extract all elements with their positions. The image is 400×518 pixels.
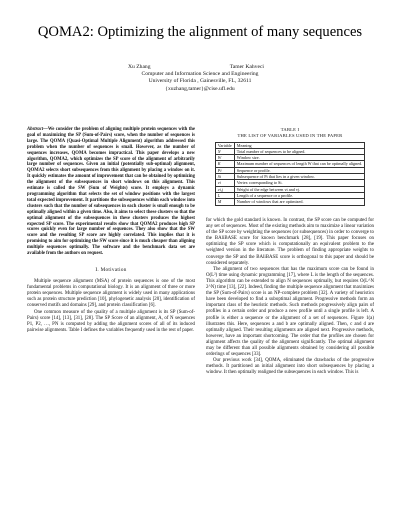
table-caption-number: TABLE I [280, 127, 300, 132]
body-paragraph: One common measure of the quality of a multiple alignment is its SP (Sum-of-Pairs) score [14], [13], [31], [28]. The SP Score of an alignment, A, of N sequences P1, P2, …, PN is computed by adding the alignment scores of all of its induced pairwise alignments. Table I defines the variables frequently used in the rest of paper. [27, 309, 195, 333]
table-cell-variable: W [215, 155, 234, 161]
body-paragraph: The alignment of two sequences that has the maximum score can be found in O(L²) time using dynamic programming [17], where L is the length of the sequences. This algorithm can be extended to align N sequences optimally, but requires O(L^N 2^N) time [13], [22]. Indeed, finding the multiple sequence alignment that maximizes the SP (Sum-of-Pairs) score is an NP-complete problem [32]. A variety of heuristics have been developed to find a suboptimal alignment. Progressive methods form an important class of the heuristic methods. Such methods progressively align pairs of profiles in a certain order and produce a new profile until a single profile is left. A profile is either a sequence or the alignment of a set of sequences. Figure 1(a) illustrates this. Here, sequences a and b are optimally aligned. Then, c and d are optimally aligned. Their resulting alignments are aligned next. Progressive methods, however, have an important shortcoming. The order that the profiles are chosen for alignment affects the quality of the alignment significantly. The optimal alignment may be different than all possible alignments obtained by considering all possible orderings of sequences [33]. [206, 266, 374, 358]
table-cell-variable: vi [215, 180, 234, 186]
table-cell-variable: M [215, 199, 234, 205]
abstract-text: —We consider the problem of aligning multiple protein sequences with the goal of maximizing the SP (Sum-of-Pairs) score, when the number of sequences is large. The QOMA (Quasi-Optimal Multiple Alignment) algorithm addressed this problem when the number of sequences is small. However, as the number of sequences increases, QOMA becomes impractical. This paper develops a new algorithm, QOMA2, which optimizes the SP score of the alignment of arbitrarily large number of sequences. Given an initial (potentially sub-optimal) alignment, QOMA2 selects short subsequences from this alignment by placing a window on it. It quickly estimates the amount of improvement that can be obtained by optimizing the alignment of the subsequences in short windows on this alignment. This estimate is called the SW (Sum of Weights) score. It employs a dynamic programming algorithm that selects the set of window positions with the largest total expected improvement. It partitions the subsequences within each window into clusters such that the number of subsequences in each cluster is small enough to be optimally aligned within a given time. Also, it aims to select these clusters so that the optimal alignment of the subsequences in these clusters produces the highest expected SP score. The experimental results show that QOMA2 produces high SP scores quickly even for large number of sequences. They also show that the SW score and the resulting SP score are highly correlated. This implies that it is promising to aim for optimizing the SW score since it is much cheaper than aligning multiple sequences optimally. The software and the benchmark data set are available from the authors on request. [27, 127, 195, 257]
table-cell-variable: Si [215, 174, 234, 180]
table-cell-meaning: Length of a sequence or a profile. [234, 192, 364, 198]
table-cell-variable: L [215, 192, 234, 198]
author-name: Tamer Kahveci [229, 64, 264, 70]
author-emails: {xuzhang,tamer}@cise.ufl.edu [165, 85, 235, 92]
table-cell-meaning: Weight of the edge between vi and vj. [234, 186, 364, 192]
table-cell-meaning: Total number of sequences to be aligned. [234, 148, 364, 154]
left-column [27, 127, 195, 334]
table-cell-meaning: Vertex corresponding to Si. [234, 180, 364, 186]
variables-table [215, 142, 365, 206]
body-paragraph: Our previous work [34], QOMA, eliminated the drawbacks of the progressive methods. It partitioned an initial alignment into short subsequences by placing a window. It then optimally realigned the subsequences in each window. This is [206, 358, 374, 376]
table-header-cell: Meaning [234, 142, 364, 148]
table-row [215, 161, 364, 167]
author-block [100, 64, 300, 71]
abstract [27, 127, 195, 257]
variables-table-block [206, 127, 374, 206]
author-name: Xu Zhang [128, 64, 151, 70]
right-column [206, 218, 374, 376]
affiliation [60, 71, 340, 93]
table-cell-meaning: Maximum number of sequences of length W that can be optimally aligned. [234, 161, 364, 167]
table-cell-meaning: Subsequence of Pi that lies in a given window. [234, 174, 364, 180]
table-row [215, 199, 364, 205]
table-cell-variable: K [215, 161, 234, 167]
table-cell-meaning: Number of windows that are optimized. [234, 199, 364, 205]
table-header-cell: Variable [215, 142, 234, 148]
paper-title: QOMA2: Optimizing the alignment of many sequences [37, 24, 363, 40]
abstract-label: Abstract [27, 127, 44, 132]
body-paragraph: Multiple sequence alignment (MSA) of protein sequences is one of the most fundamental problems in computational biology. It is an alignment of three or more protein sequences. Multiple sequence alignment is widely used in many applications such as protein structure prediction [10], phylogenetic analysis [20], identification of conserved motifs and domains [29], and protein classification [6]. [27, 279, 195, 309]
body-paragraph: for which the gold standard is known. In contrast, the SP score can be computed for any set of sequences. Most of the existing methods aim to maximize a linear variation of the SP score by weighting the sequences (or subsequences) in order to converge to the BAliBASE score for known benchmark [28], [19]. This paper focuses on optimizing the SP score which is computationally an equivalent problem to the weighted version in the literature. The problem of finding appropriate weights to converge the SP and the BAliBASE score is orthogonal to this paper and should be considered separately. [206, 218, 375, 266]
table-cell-variable: N [215, 148, 234, 154]
table-cell-meaning: Sequence or profile. [234, 167, 364, 173]
table-cell-meaning: Window size. [234, 155, 364, 161]
table-cell-variable: Pi [215, 167, 234, 173]
table-caption-title: THE LIST OF VARIABLES USED IN THE PAPER [237, 132, 343, 138]
affiliation-dept: Computer and Information Science and Engineering [141, 71, 259, 77]
affiliation-university: University of Florida , Gainesville, FL, 32611 [148, 78, 252, 85]
section-heading: I. Motivation [95, 266, 127, 273]
table-cell-variable: ei,j [215, 186, 234, 192]
